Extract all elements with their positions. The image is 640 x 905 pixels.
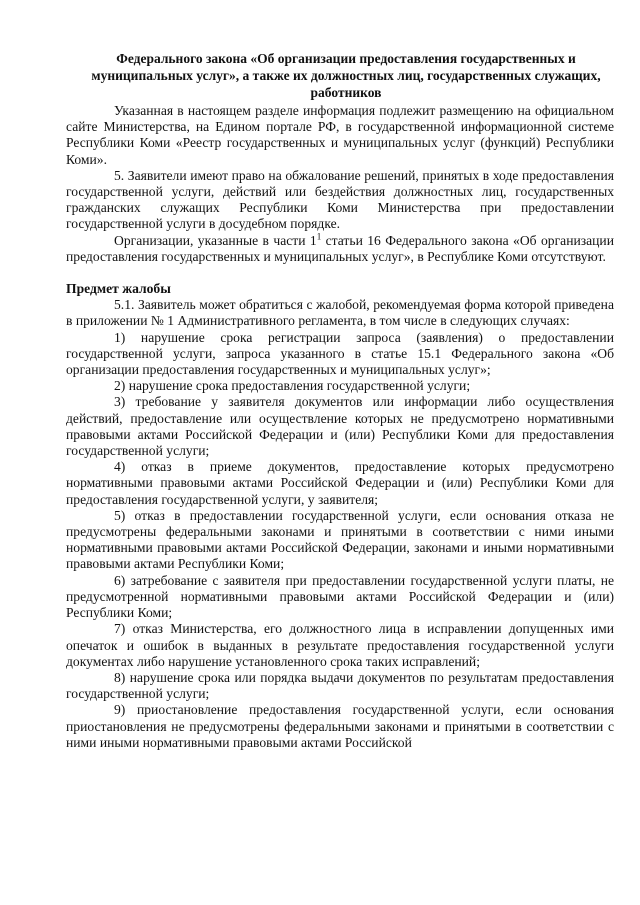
paragraph-organizations-start: Организации, указанные в части 1 xyxy=(114,232,317,248)
list-item: 9) приостановление предоставления государственной услуги, если основания приостановления не предусмотрены федеральными законами и принятыми в соответствии с ними иными нормативными правовыми актами Российской xyxy=(66,702,614,750)
section-intro: 5.1. Заявитель может обратиться с жалобой, рекомендуемая форма которой приведена в приложении № 1 Административного регламента, в том числе в следующих случаях: xyxy=(66,297,614,329)
list-item: 4) отказ в приеме документов, предоставление которых предусмотрено нормативными правовыми актами Российской Федерации и (или) Республики Коми для предоставления государственной услуги, у заявителя; xyxy=(66,459,614,507)
list-item: 5) отказ в предоставлении государственной услуги, если основания отказа не предусмотрены федеральными законами и принятыми в соответствии с ними иными нормативными правовыми актами Российской Федерации, законами и иными нормативными правовыми актами Республики Коми; xyxy=(66,507,614,572)
list-item: 3) требование у заявителя документов или информации либо осуществления действий, предоставление или осуществление которых не предусмотрено нормативными правовыми актами Российской Федерации и (или) Республики Коми для предоставления государственной услуги; xyxy=(66,394,614,459)
superscript-part-number: 1 xyxy=(316,231,322,242)
paragraph-organizations xyxy=(66,233,614,265)
paragraph-organizations-end: статьи 16 Федерального закона «Об организации предоставления государственных и муниципальных услуг», в Республике Коми отсутствуют. xyxy=(66,232,614,264)
list-item: 6) затребование с заявителя при предоставлении государственной услуги платы, не предусмотренной нормативными правовыми актами Российской Федерации и (или) Республики Коми; xyxy=(66,572,614,621)
section-heading: Предмет жалобы xyxy=(66,281,171,297)
list-item: 7) отказ Министерства, его должностного лица в исправлении допущенных ими опечаток и ошибок в выданных в результате предоставления государственной услуги документах либо нарушение установленного срока таких исправлений; xyxy=(66,621,614,669)
section-gap xyxy=(66,265,614,281)
document-body xyxy=(66,103,614,751)
list-item: 1) нарушение срока регистрации запроса (заявления) о предоставлении государственной услуги, запроса указанного в статье 15.1 Федерального закона «Об организации предоставления государственных и муниципальных услуг»; xyxy=(66,329,614,378)
list-item: 8) нарушение срока или порядка выдачи документов по результатам предоставления государственной услуги; xyxy=(66,669,614,702)
paragraph-publication: Указанная в настоящем разделе информация подлежит размещению на официальном сайте Министерства, на Едином портале РФ, в государственной информационной системе Республики Коми «Реестр государственных и муниципальных услуг (функций) Республики Коми». xyxy=(66,103,614,167)
list-item: 2) нарушение срока предоставления государственной услуги; xyxy=(114,378,471,394)
paragraph-appeal-right: 5. Заявители имеют право на обжалование решений, принятых в ходе предоставления государственной услуги, действий или бездействия должностных лиц, государственных гражданских служащих Республики Коми Министерства при предоставлении государственной услуги в досудебном порядке. xyxy=(66,167,614,232)
document-title: Федерального закона «Об организации предоставления государственных и муниципальных услуг», а также их должностных лиц, государственных служащих, работников xyxy=(91,51,601,100)
